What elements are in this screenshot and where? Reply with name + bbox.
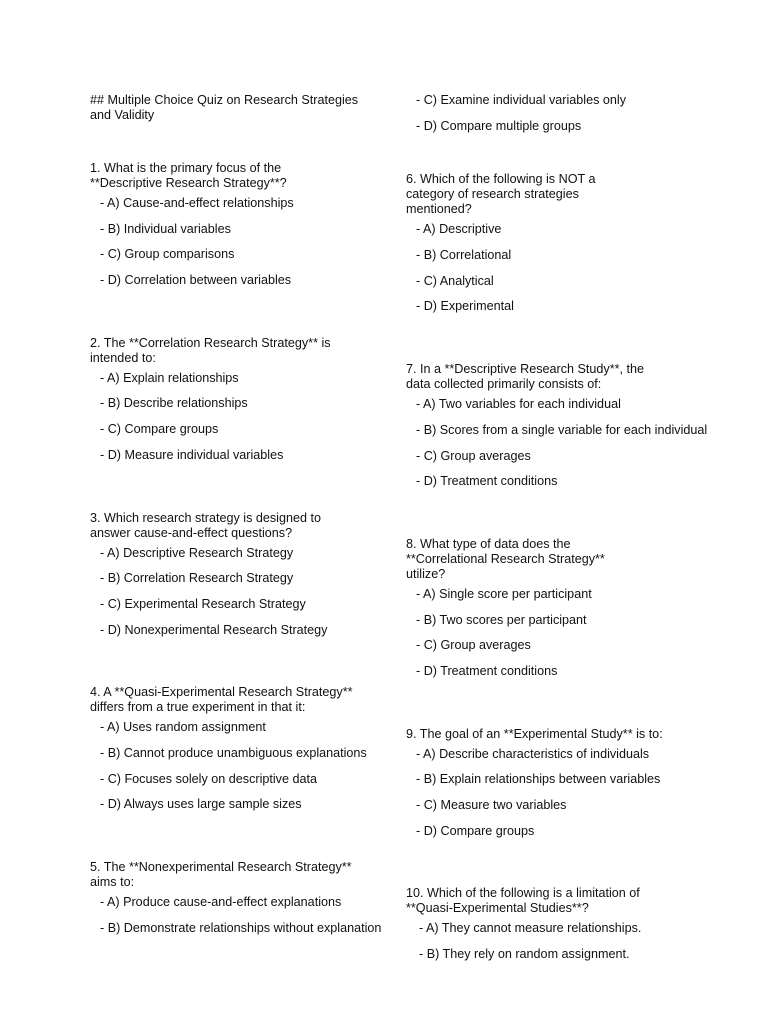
question-4-option-a: - A) Uses random assignment — [100, 720, 266, 735]
question-5-option-c: - C) Examine individual variables only — [416, 93, 626, 107]
question-8-option-c: - C) Group averages — [416, 638, 531, 653]
document-title: ## Multiple Choice Quiz on Research Strategies and Validity — [90, 93, 359, 122]
question-7-text: 7. In a **Descriptive Research Study**, the data collected primarily consists of: — [406, 362, 645, 392]
question-3-option-a: - A) Descriptive Research Strategy — [100, 545, 294, 560]
question-2 — [90, 336, 375, 474]
question-9-option-a: - A) Describe characteristics of individuals — [416, 746, 650, 761]
question-8-text: 8. What type of data does the **Correlational Research Strategy** utilize? — [406, 536, 605, 581]
question-1-option-d: - D) Correlation between variables — [100, 273, 292, 288]
question-4 — [90, 685, 375, 823]
question-6-option-a: - A) Descriptive — [416, 222, 502, 237]
question-9-text: 9. The goal of an **Experimental Study** is to: — [406, 726, 663, 741]
question-5-option-b: - B) Demonstrate relationships without explanation — [100, 920, 382, 935]
question-1-option-c: - C) Group comparisons — [100, 247, 235, 262]
question-8-option-b: - B) Two scores per participant — [416, 612, 587, 627]
question-2-option-b: - B) Describe relationships — [100, 396, 248, 411]
question-3 — [90, 511, 375, 649]
question-2-option-a: - A) Explain relationships — [100, 370, 239, 385]
question-6-option-c: - C) Analytical — [416, 273, 494, 288]
question-9-option-c: - C) Measure two variables — [416, 798, 567, 812]
question-7-option-c: - C) Group averages — [416, 448, 531, 463]
question-8-option-d: - D) Treatment conditions — [416, 663, 558, 678]
question-7 — [406, 362, 708, 500]
question-4-option-c: - C) Focuses solely on descriptive data — [100, 771, 317, 786]
question-6-option-d: - D) Experimental — [416, 299, 514, 314]
question-4-text: 4. A **Quasi-Experimental Research Strategy** differs from a true experiment in that it: — [90, 685, 353, 715]
left-column — [90, 93, 382, 983]
question-1-option-b: - B) Individual variables — [100, 221, 231, 236]
question-3-option-d: - D) Nonexperimental Research Strategy — [100, 622, 328, 637]
question-6 — [406, 172, 696, 325]
question-3-option-c: - C) Experimental Research Strategy — [100, 596, 306, 611]
question-7-option-b: - B) Scores from a single variable for each individual — [416, 422, 708, 437]
question-9-option-d: - D) Compare groups — [416, 823, 535, 838]
question-6-text: 6. Which of the following is NOT a category of research strategies mentioned? — [406, 172, 596, 217]
question-8 — [406, 537, 696, 690]
question-5-option-d: - D) Compare multiple groups — [416, 118, 582, 133]
question-8-option-a: - A) Single score per participant — [416, 586, 592, 601]
question-1-option-a: - A) Cause-and-effect relationships — [100, 196, 294, 210]
question-9 — [406, 727, 696, 850]
question-5 — [90, 860, 382, 946]
question-10-option-a: - A) They cannot measure relationships. — [419, 921, 642, 936]
question-5-option-a: - A) Produce cause-and-effect explanations — [100, 895, 342, 909]
question-10-text: 10. Which of the following is a limitation of **Quasi-Experimental Studies**? — [406, 886, 640, 916]
question-1-text: 1. What is the primary focus of the **Descriptive Research Strategy**? — [90, 161, 287, 190]
question-4-option-d: - D) Always uses large sample sizes — [100, 797, 302, 812]
question-3-text: 3. Which research strategy is designed to answer cause-and-effect questions? — [90, 510, 321, 540]
question-5-continued — [406, 93, 696, 144]
question-10 — [406, 886, 696, 972]
question-7-option-a: - A) Two variables for each individual — [416, 397, 621, 412]
question-3-option-b: - B) Correlation Research Strategy — [100, 571, 294, 586]
question-7-option-d: - D) Treatment conditions — [416, 474, 558, 489]
right-column — [406, 93, 708, 1010]
question-4-option-b: - B) Cannot produce unambiguous explanations — [100, 745, 367, 760]
question-9-option-b: - B) Explain relationships between variables — [416, 772, 661, 787]
question-1 — [90, 161, 375, 299]
question-2-option-d: - D) Measure individual variables — [100, 447, 284, 462]
question-10-option-b: - B) They rely on random assignment. — [419, 947, 630, 962]
question-6-option-b: - B) Correlational — [416, 248, 512, 263]
question-2-option-c: - C) Compare groups — [100, 422, 219, 437]
question-5-text: 5. The **Nonexperimental Research Strategy** aims to: — [90, 860, 352, 889]
question-2-text: 2. The **Correlation Research Strategy** is intended to: — [90, 335, 331, 365]
